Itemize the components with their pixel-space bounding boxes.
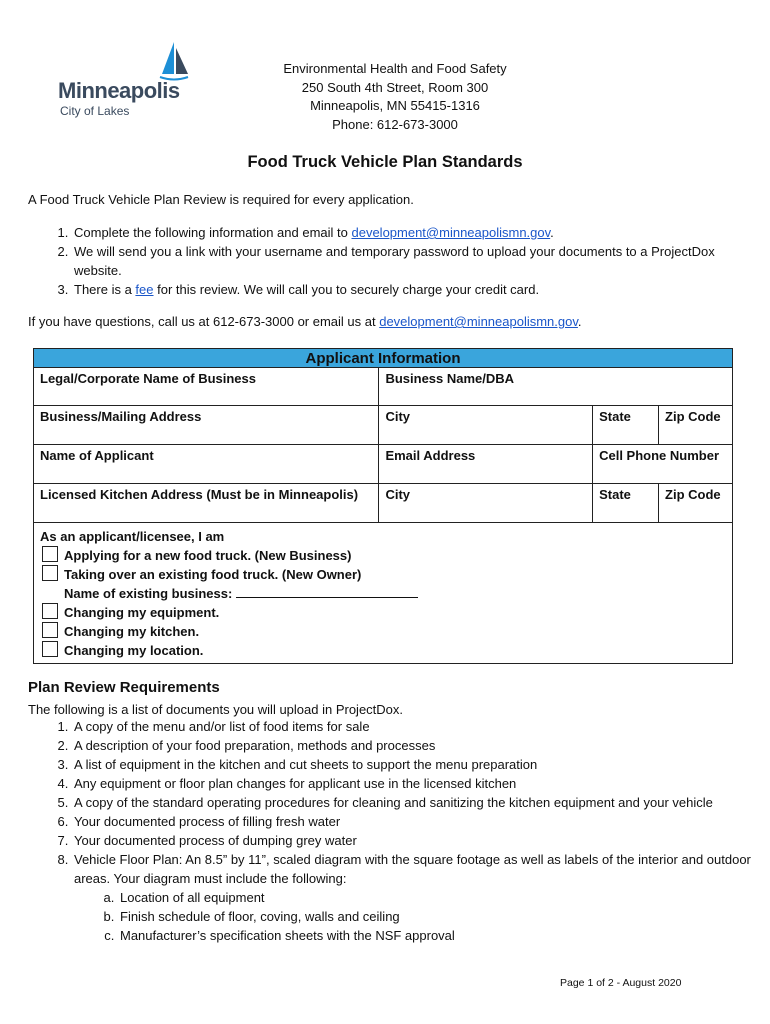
document-item: 6. Your documented process of filling fresh water <box>72 812 770 831</box>
floor-plan-text: Vehicle Floor Plan: An 8.5” by 11”, scaled diagram with the square footage as well as labels of the interior and outdoor areas. Your diagram must include the following: <box>74 852 751 886</box>
existing-business-input[interactable] <box>236 585 418 598</box>
phone-number: Phone: 612-673-3000 <box>332 116 458 132</box>
dba-field[interactable]: Business Name/DBA <box>379 368 733 406</box>
sub-item: b. Finish schedule of floor, coving, walls and ceiling <box>118 907 770 926</box>
required-documents-list <box>28 717 770 945</box>
kitchen-state-field[interactable]: State <box>593 484 659 523</box>
minneapolis-logo <box>58 40 198 120</box>
email-field[interactable]: Email Address <box>379 445 593 484</box>
equipment-checkbox[interactable] <box>42 603 58 619</box>
option-label: Applying for a new food truck. (New Business) <box>64 548 352 563</box>
email-link[interactable]: development@minneapolismn.gov <box>351 225 551 240</box>
existing-business-row <box>40 584 726 603</box>
street-address: 250 South 4th Street, Room 300 <box>301 79 489 95</box>
option-location <box>42 641 726 660</box>
option-new-business <box>42 546 726 565</box>
plan-review-intro: The following is a list of documents you will upload in ProjectDox. <box>28 702 404 717</box>
department-address <box>260 60 530 134</box>
applicant-type-label: As an applicant/licensee, I am <box>40 529 225 544</box>
document-item: 5. A copy of the standard operating procedures for cleaning and sanitizing the kitchen equipment and your vehicle <box>72 793 770 812</box>
sailboat-logo-icon <box>158 40 190 82</box>
kitchen-city-field[interactable]: City <box>379 484 593 523</box>
document-item <box>72 850 770 945</box>
logo-tagline: City of Lakes <box>60 104 130 118</box>
mailing-address-field[interactable]: Business/Mailing Address <box>34 406 379 445</box>
option-label: Taking over an existing food truck. (New Owner) <box>64 567 362 582</box>
option-label: Changing my kitchen. <box>64 624 200 639</box>
step-text: for this review. We will call you to securely charge your credit card. <box>153 282 540 297</box>
document-item: 7. Your documented process of dumping grey water <box>72 831 770 850</box>
fee-link[interactable]: fee <box>135 282 154 297</box>
document-item: 2. A description of your food preparation, methods and processes <box>72 736 770 755</box>
new-owner-checkbox[interactable] <box>42 565 58 581</box>
questions-text <box>28 314 582 329</box>
department-name: Environmental Health and Food Safety <box>283 61 507 76</box>
option-label: Changing my location. <box>64 643 204 658</box>
questions-label: If you have questions, call us at 612-673-3000 or email us at <box>28 314 380 329</box>
state-field[interactable]: State <box>593 406 659 445</box>
applicant-type-section <box>34 523 733 664</box>
document-item: 3. A list of equipment in the kitchen and cut sheets to support the menu preparation <box>72 755 770 774</box>
kitchen-zip-field[interactable]: Zip Code <box>659 484 733 523</box>
sub-item: c. Manufacturer’s specification sheets with the NSF approval <box>118 926 770 945</box>
plan-review-heading: Plan Review Requirements <box>28 679 220 696</box>
cell-phone-field[interactable]: Cell Phone Number <box>593 445 733 484</box>
applicant-information-table <box>33 348 733 664</box>
option-kitchen <box>42 622 726 641</box>
table-header: Applicant Information <box>34 349 733 368</box>
questions-end: . <box>577 314 582 329</box>
step-text: There is a <box>74 282 136 297</box>
logo-wordmark: Minneapolis <box>58 78 180 103</box>
document-item: 1. A copy of the menu and/or list of food items for sale <box>72 717 770 736</box>
city-field[interactable]: City <box>379 406 593 445</box>
document-title: Food Truck Vehicle Plan Standards <box>247 153 523 171</box>
step-item: 2. We will send you a link with your username and temporary password to upload your documents to a ProjectDox website. <box>72 242 762 280</box>
option-equipment <box>42 603 726 622</box>
option-new-owner <box>42 565 726 584</box>
step-item <box>72 223 762 242</box>
legal-name-field[interactable]: Legal/Corporate Name of Business <box>34 368 379 406</box>
existing-business-label: Name of existing business: <box>64 586 233 601</box>
intro-text: A Food Truck Vehicle Plan Review is required for every application. <box>28 192 414 207</box>
location-checkbox[interactable] <box>42 641 58 657</box>
step-text: . <box>550 225 554 240</box>
applicant-name-field[interactable]: Name of Applicant <box>34 445 379 484</box>
option-label: Changing my equipment. <box>64 605 220 620</box>
questions-email-link[interactable]: development@minneapolismn.gov <box>379 314 578 329</box>
application-steps <box>28 223 762 299</box>
page-footer: Page 1 of 2 - August 2020 <box>560 977 682 989</box>
zip-field[interactable]: Zip Code <box>659 406 733 445</box>
sub-item: a. Location of all equipment <box>118 888 770 907</box>
kitchen-checkbox[interactable] <box>42 622 58 638</box>
floor-plan-sublist <box>74 888 770 945</box>
city-state-zip: Minneapolis, MN 55415-1316 <box>310 98 480 113</box>
step-text: Complete the following information and email to <box>74 225 352 240</box>
document-item: 4. Any equipment or floor plan changes for applicant use in the licensed kitchen <box>72 774 770 793</box>
new-business-checkbox[interactable] <box>42 546 58 562</box>
kitchen-address-field[interactable]: Licensed Kitchen Address (Must be in Minneapolis) <box>34 484 379 523</box>
step-item <box>72 280 762 299</box>
